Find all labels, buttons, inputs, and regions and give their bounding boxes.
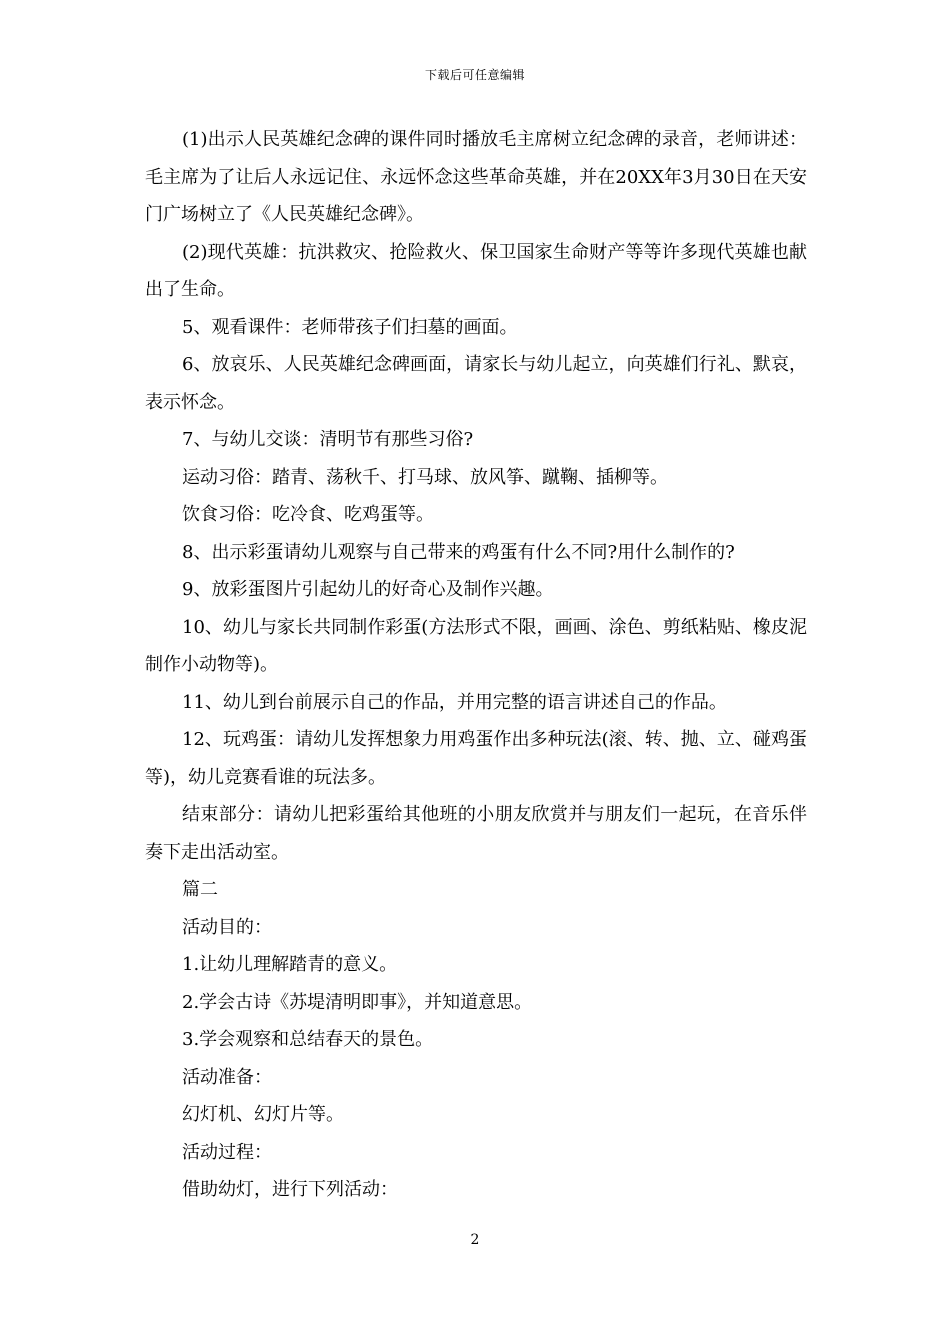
paragraph: 借助幼灯，进行下列活动： — [182, 1179, 398, 1200]
paragraph: 7、与幼儿交谈：清明节有那些习俗? — [182, 429, 474, 450]
paragraph: 10、幼儿与家长共同制作彩蛋(方法形式不限，画画、涂色、剪纸粘贴、橡皮泥制作小动物等)。 — [145, 616, 807, 675]
list-item: 1.让幼儿理解踏青的意义。 — [182, 954, 398, 975]
paragraph: 饮食习俗：吃冷食、吃鸡蛋等。 — [182, 504, 434, 525]
paragraph: 8、出示彩蛋请幼儿观察与自己带来的鸡蛋有什么不同?用什么制作的? — [182, 541, 735, 563]
paragraph: 5、观看课件：老师带孩子们扫墓的画面。 — [182, 316, 518, 338]
paragraph: (2)现代英雄：抗洪救灾、抢险救火、保卫国家生命财产等等许多现代英雄也献出了生命。 — [145, 241, 807, 300]
document-body — [145, 121, 807, 1209]
paragraph: 运动习俗：踏青、荡秋千、打马球、放风筝、蹴鞠、插柳等。 — [182, 466, 668, 488]
section-label: 活动目的： — [182, 916, 272, 938]
list-item: 3.学会观察和总结春天的景色。 — [182, 1029, 434, 1050]
paragraph: 11、幼儿到台前展示自己的作品，并用完整的语言讲述自己的作品。 — [182, 691, 727, 713]
paragraph: 12、玩鸡蛋：请幼儿发挥想象力用鸡蛋作出多种玩法(滚、转、抛、立、碰鸡蛋等)，幼儿竞赛看谁的玩法多。 — [145, 729, 807, 788]
page-number: 2 — [470, 1232, 480, 1248]
section-label: 活动过程： — [182, 1141, 272, 1163]
section-label: 活动准备： — [182, 1066, 272, 1088]
paragraph: 结束部分：请幼儿把彩蛋给其他班的小朋友欣赏并与朋友们一起玩，在音乐伴奏下走出活动室。 — [145, 804, 807, 863]
paragraph: 6、放哀乐、人民英雄纪念碑画面，请家长与幼儿起立，向英雄们行礼、默哀，表示怀念。 — [145, 354, 807, 413]
paragraph: 9、放彩蛋图片引起幼儿的好奇心及制作兴趣。 — [182, 579, 554, 600]
paragraph: 幻灯机、幻灯片等。 — [182, 1104, 344, 1125]
list-item: 2.学会古诗《苏堤清明即事》，并知道意思。 — [182, 991, 533, 1013]
page-header-note: 下载后可任意编辑 — [424, 68, 525, 82]
paragraph: (1)出示人民英雄纪念碑的课件同时播放毛主席树立纪念碑的录音，老师讲述：毛主席为了让后人永远记住、永远怀念这些革命英雄，并在20XX年3月30日在天安门广场树立了《人民英雄纪念碑》。 — [145, 129, 807, 225]
section-heading: 篇二 — [182, 879, 218, 900]
